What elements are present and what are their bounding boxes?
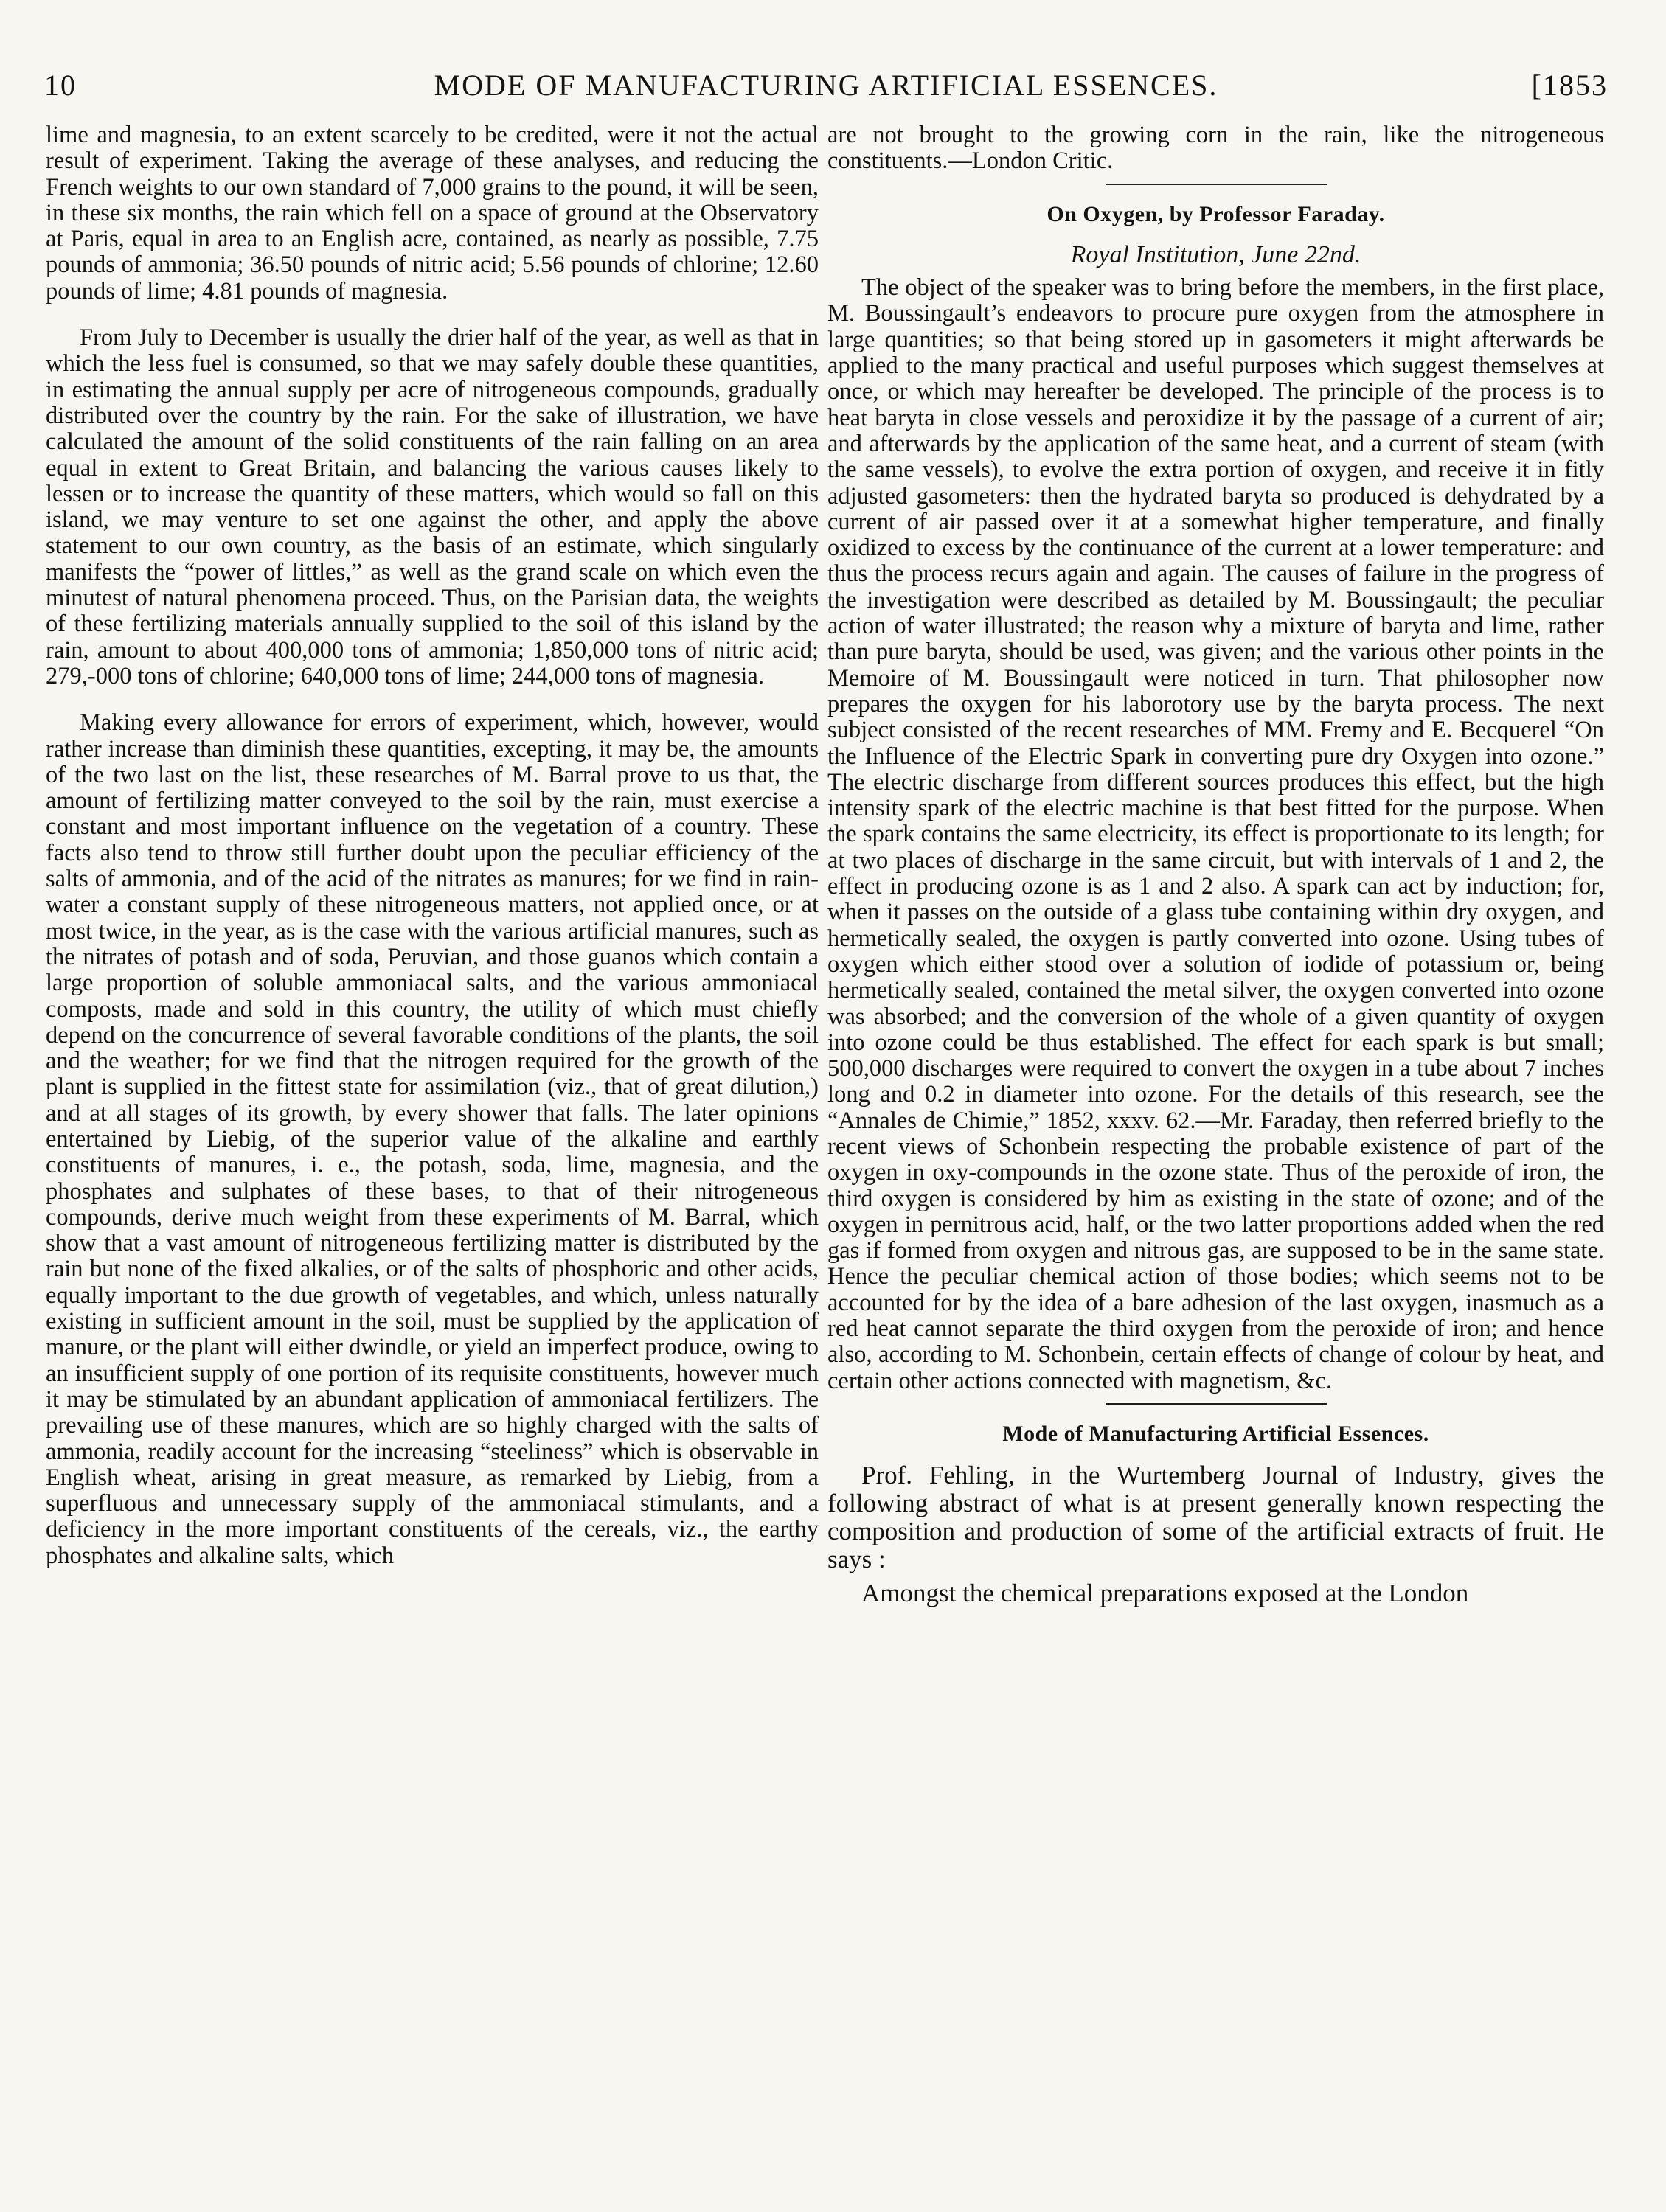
paragraph: Prof. Fehling, in the Wurtemberg Journal of Industry, gives the following abstract of what is at present generally known respecting the composition and production of some of the artificial extracts of fruit. He says :	[827, 1461, 1604, 1574]
paragraph: The object of the speaker was to bring before the members, in the first place, M. Boussingault’s endeavors to procure pure oxygen from the atmosphere in large quantities; so that being stored up in gasometers it might afterwards be applied to the many practical and useful purposes which suggest themselves at once, or which may hereafter be developed. The principle of the process is to heat baryta in close vessels and peroxidize it by the passage of a current of air; and afterwards by the application of the same heat, and a current of steam (with the same vessels), to evolve the extra portion of oxygen, and receive it in fitly adjusted gasometers: then the hydrated baryta so produced is dehydrated by a current of air passed over it at a somewhat higher temperature, and finally oxidized to excess by the continuance of the current at a lower temperature: and thus the process recurs again and again. The causes of failure in the progress of the investigation were described as detailed by M. Boussingault; the peculiar action of water illustrated; the reason why a mixture of baryta and lime, rather than pure baryta, should be used, was given; and the various other points in the Memoire of M. Boussingault were noticed in turn. That philosopher now prepares the oxygen for his laborotory use by the baryta process. The next subject consisted of the recent researches of MM. Fremy and E. Becquerel “On the Influence of the Electric Spark in converting pure dry Oxygen into ozone.” The electric discharge from different sources produces this effect, but the high intensity spark of the electric machine is that best fitted for the purpose. When the spark contains the same electricity, its effect is proportionate to its length; for at two places of discharge in the same circuit, but with intervals of 1 and 2, the effect in producing ozone is as 1 and 2 also. A spark can act by induction; for, when it passes on the outside of a glass tube containing within dry oxygen, and hermetically sealed, the oxygen is partly converted into ozone. Using tubes of oxygen which either stood over a solution of iodide of potassium or, being hermetically sealed, contained the metal silver, the oxygen converted into ozone was absorbed; and the conversion of the whole of a given quantity of oxygen into ozone could be thus established. The effect for each spark is but small; 500,000 discharges were required to convert the oxygen in a tube about 7 inches long and 0.2 in diameter into ozone. For the details of this research, see the “Annales de Chimie,” 1852, xxxv. 62.—Mr. Faraday, then referred briefly to the recent views of Schonbein respecting the probable existence of part of the oxygen in oxy-compounds in the ozone state. Thus of the peroxide of iron, the third oxygen is considered by him as existing in the state of ozone; and of the oxygen in pernitrous acid, half, or the two latter proportions added when the red gas if formed from oxygen and nitrous gas, are supposed to be in the same state. Hence the peculiar chemical action of those bodies; which seems not to be accounted for by the idea of a bare adhesion of the last oxygen, inasmuch as a red heat cannot separate the third oxygen from the peroxide of iron; and hence also, according to M. Schonbein, certain effects of change of colour by heat, and certain other actions connected with magnetism, &c.	[827, 274, 1604, 1394]
header-year: [1853	[1531, 69, 1608, 102]
section-title-oxygen: On Oxygen, by Professor Faraday.	[1047, 201, 1385, 226]
paragraph-continued: are not brought to the growing corn in the rain, like the nitrogeneous constituents.—London Critic.	[827, 122, 1604, 175]
running-header	[44, 68, 1608, 112]
paragraph: Amongst the chemical preparations exposed at the London	[861, 1579, 1469, 1608]
running-title: MODE OF MANUFACTURING ARTIFICIAL ESSENCES.	[434, 69, 1218, 102]
section-title-essences: Mode of Manufacturing Artificial Essences.	[1002, 1421, 1429, 1446]
paragraph: Making every allowance for errors of experiment, which, however, would rather increase than diminish these quantities, excepting, it may be, the amounts of the two last on the list, these researches of M. Barral prove to us that, the amount of fertilizing matter conveyed to the soil by the rain, must exercise a constant and most important influence on the vegetation of a country. These facts also tend to throw still further doubt upon the peculiar efficiency of the salts of ammonia, and of the acid of the nitrates as manures; for we find in rain-water a constant supply of these nitrogeneous matters, not applied once, or at most twice, in the year, as is the case with the various artificial manures, such as the nitrates of potash and of soda, Peruvian, and those guanos which contain a large proportion of soluble ammoniacal salts, and the various ammoniacal composts, made and sold in this country, the utility of which must chiefly depend on the concurrence of several favorable conditions of the plants, the soil and the weather; for we find that the nitrogen required for the growth of the plant is supplied in the fittest state for assimilation (viz., that of great dilution,) and at all stages of its growth, by every shower that falls. The later opinions entertained by Liebig, of the superior value of the alkaline and earthly constituents of manures, i. e., the potash, soda, lime, magnesia, and the phosphates and sulphates of these bases, to that of their nitrogeneous compounds, derive much weight from these experiments of M. Barral, which show that a vast amount of nitrogeneous fertilizing matter is distributed by the rain but none of the fixed alkalies, or of the salts of phosphoric and other acids, equally important to the due growth of vegetables, and which, unless naturally existing in sufficient amount in the soil, must be supplied by the application of manure, or the plant will either dwindle, or yield an imperfect produce, owing to an insufficient supply of one portion of its requisite constituents, however much it may be stimulated by an abundant application of ammoniacal fertilizers. The prevailing use of these manures, which are so highly charged with the salts of ammonia, readily account for the increasing “steeliness” which is observable in English wheat, arising in great measure, as remarked by Liebig, from a superfluous and unnecessary supply of the ammoniacal stimulants, and a deficiency in the more important constituents of the cereals, viz., the earthy phosphates and alkaline salts, which	[46, 709, 819, 1569]
left-column	[46, 122, 819, 1569]
paragraph: From July to December is usually the drier half of the year, as well as that in which the less fuel is consumed, so that we may safely double these quantities, in estimating the annual supply per acre of nitrogeneous compounds, gradually distributed over the country by the rain. For the sake of illustration, we have calculated the amount of the solid constituents of the rain falling on an area equal in extent to Great Britain, and balancing the various causes likely to lessen or to increase the quantity of these matters, which would so fall on this island, we may venture to set one against the other, and apply the above statement to our own country, as the basis of an estimate, which singularly manifests the “power of littles,” as well as the grand scale on which even the minutest of natural phenomena proceed. Thus, on the Parisian data, the weights of these fertilizing materials annually supplied to the soil of this island by the rain, amount to about 400,000 tons of ammonia; 1,850,000 tons of nitric acid; 279,-000 tons of chlorine; 640,000 tons of lime; 244,000 tons of magnesia.	[46, 324, 819, 689]
section-divider	[1106, 184, 1327, 185]
right-column	[827, 122, 1604, 1607]
paragraph: lime and magnesia, to an extent scarcely to be credited, were it not the actual result of experiment. Taking the average of these analyses, and reducing the French weights to our own standard of 7,000 grains to the pound, it will be seen, in these six months, the rain which fell on a space of ground at the Observatory at Paris, equal in area to an English acre, contained, as nearly as possible, 7.75 pounds of ammonia; 36.50 pounds of nitric acid; 5.56 pounds of chlorine; 12.60 pounds of lime; 4.81 pounds of magnesia.	[46, 122, 819, 305]
section-subtitle: Royal Institution, June 22nd.	[1070, 240, 1361, 268]
section-divider	[1106, 1403, 1327, 1405]
page-number: 10	[44, 69, 77, 102]
